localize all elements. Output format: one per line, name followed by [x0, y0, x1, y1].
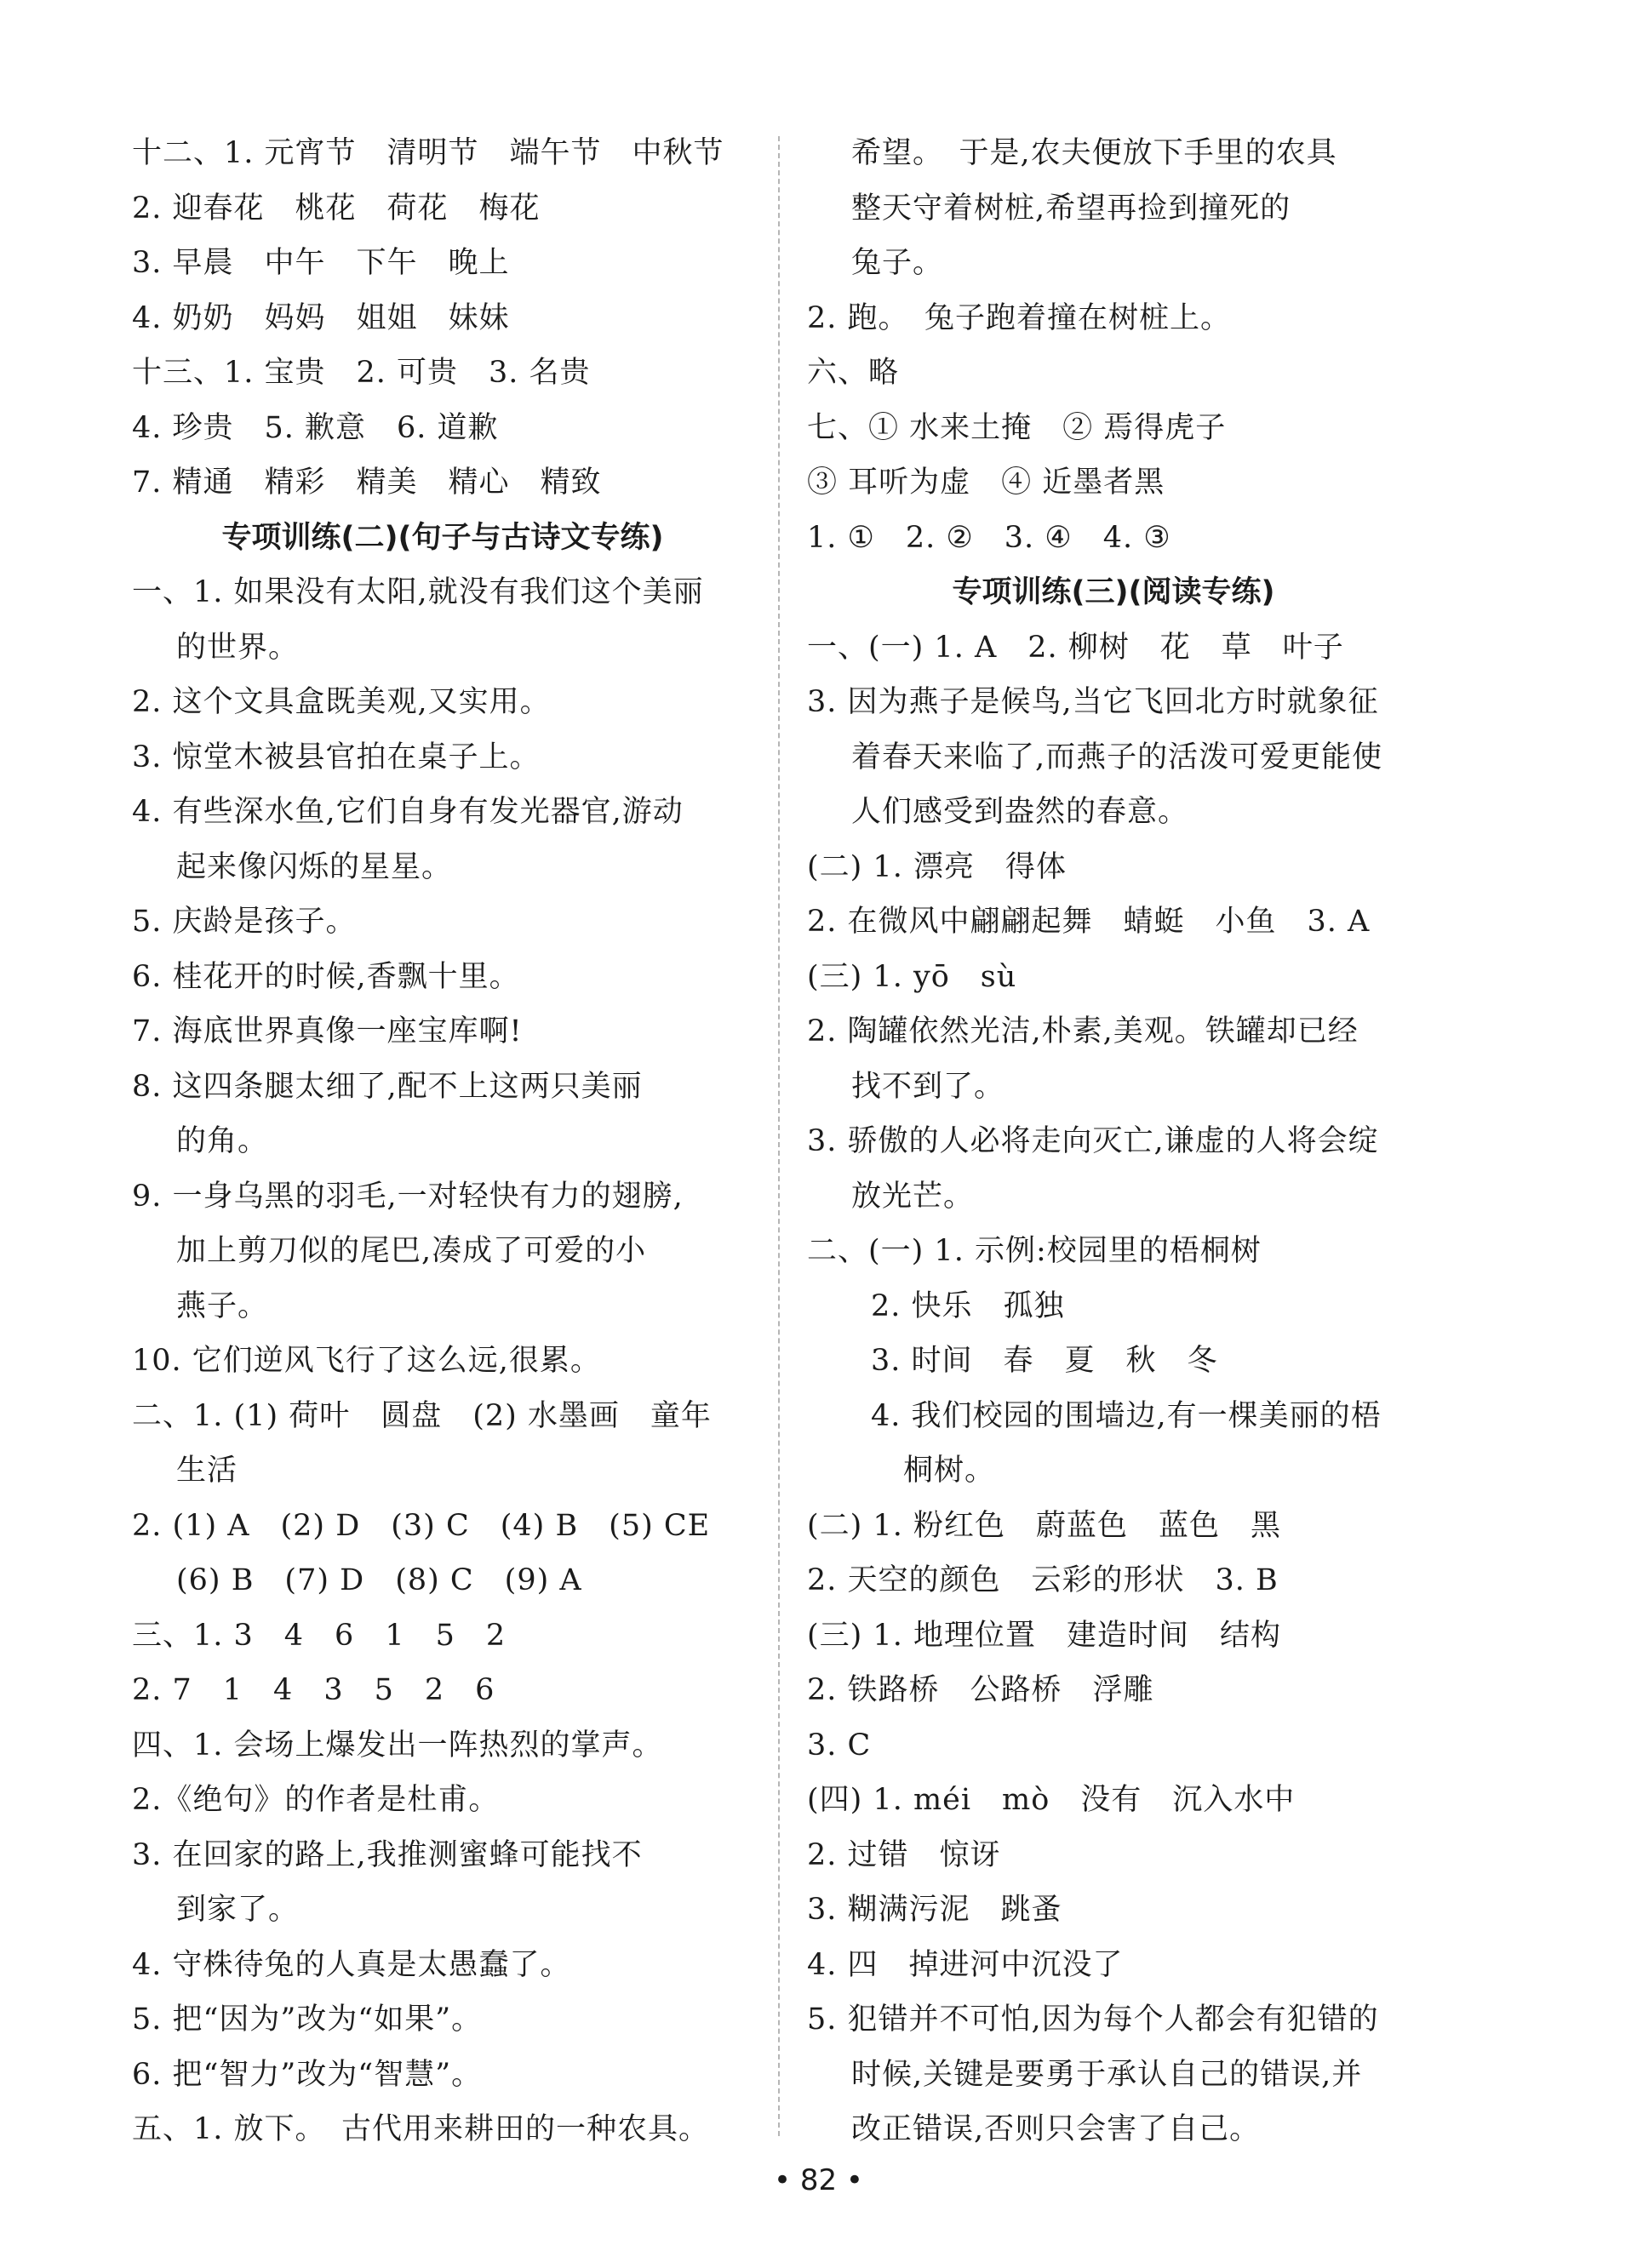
answer-line: 2. 7 1 4 3 5 2 6 [132, 1673, 495, 1707]
answer-line: 的世界。 [176, 630, 300, 665]
answer-line: 2. 过错 惊讶 [807, 1837, 1001, 1872]
answer-line: 5. 庆龄是孩子。 [132, 905, 357, 939]
answer-line: 三、1. 3 4 6 1 5 2 [132, 1618, 507, 1653]
answer-line: 2. 陶罐依然光洁,朴素,美观。铁罐却已经 [807, 1014, 1359, 1048]
answer-line: 五、1. 放下。 古代用来耕田的一种农具。 [132, 2112, 710, 2146]
answer-line: 改正错误,否则只会害了自己。 [851, 2112, 1261, 2146]
answer-line: 二、1. (1) 荷叶 圆盘 (2) 水墨画 童年 [132, 1398, 712, 1433]
column-divider [778, 136, 780, 2136]
answer-line: 二、(一) 1. 示例:校园里的梧桐树 [807, 1234, 1262, 1268]
answer-line: 9. 一身乌黑的羽毛,一对轻快有力的翅膀, [132, 1179, 684, 1214]
answer-line: 3. 因为燕子是候鸟,当它飞回北方时就象征 [807, 685, 1379, 719]
answer-line: 3. C [807, 1728, 872, 1762]
answer-line: 找不到了。 [851, 1069, 1005, 1104]
answer-line: 2. 在微风中翩翩起舞 蜻蜓 小鱼 3. A [807, 905, 1371, 939]
answer-line: 2. 天空的颜色 云彩的形状 3. B [807, 1563, 1279, 1597]
right-column [807, 126, 1420, 2157]
answer-line: 七、① 水来土掩 ② 焉得虎子 [807, 410, 1227, 445]
answer-line: 2.《绝句》的作者是杜甫。 [132, 1783, 500, 1817]
answer-line: 一、1. 如果没有太阳,就没有我们这个美丽 [132, 575, 704, 609]
answer-line: 7. 精通 精彩 精美 精心 精致 [132, 466, 602, 500]
answer-line: 3. 早晨 中午 下午 晚上 [132, 246, 510, 280]
answer-line: 4. 奶奶 妈妈 姐姐 妹妹 [132, 300, 510, 335]
answer-line: 着春天来临了,而燕子的活泼可爱更能使 [851, 740, 1383, 774]
answer-line: 4. 珍贵 5. 歉意 6. 道歉 [132, 410, 499, 445]
answer-line: 4. 守株待兔的人真是太愚蠢了。 [132, 1947, 571, 1982]
answer-line: 5. 犯错并不可怕,因为每个人都会有犯错的 [807, 2002, 1379, 2037]
answer-line: 3. 骄傲的人必将走向灭亡,谦虚的人将会绽 [807, 1124, 1379, 1158]
answer-line: 6. 把“智力”改为“智慧”。 [132, 2057, 483, 2092]
answer-line: (6) B (7) D (8) C (9) A [176, 1563, 582, 1597]
answer-line: (四) 1. méi mò 没有 沉入水中 [807, 1783, 1296, 1817]
answer-line: 10. 它们逆风飞行了这么远,很累。 [132, 1344, 601, 1378]
answer-line: (三) 1. 地理位置 建造时间 结构 [807, 1618, 1281, 1653]
answer-line: 时候,关键是要勇于承认自己的错误,并 [851, 2057, 1363, 2092]
answer-line: 3. 惊堂木被县官拍在桌子上。 [132, 740, 541, 774]
answer-line: 7. 海底世界真像一座宝库啊! [132, 1014, 523, 1048]
answer-line: 一、(一) 1. A 2. 柳树 花 草 叶子 [807, 630, 1344, 665]
answer-line: 2. 快乐 孤独 [871, 1288, 1065, 1323]
answer-line: 加上剪刀似的尾巴,凑成了可爱的小 [176, 1234, 647, 1268]
answer-line: 六、略 [807, 356, 900, 390]
answer-line: 十二、1. 元宵节 清明节 端午节 中秋节 [132, 136, 724, 170]
answer-line: 四、1. 会场上爆发出一阵热烈的掌声。 [132, 1728, 663, 1762]
answer-line: 桐树。 [903, 1454, 996, 1488]
answer-line: (三) 1. yō sù [807, 959, 1017, 994]
answer-line: 2. (1) A (2) D (3) C (4) B (5) CE [132, 1508, 711, 1543]
answer-line: 整天守着树桩,希望再捡到撞死的 [851, 191, 1291, 226]
answer-line: 4. 四 掉进河中沉没了 [807, 1947, 1124, 1982]
answer-line: (二) 1. 漂亮 得体 [807, 849, 1067, 884]
answer-line: 到家了。 [176, 1893, 300, 1927]
answer-line: 4. 我们校园的围墙边,有一棵美丽的梧 [871, 1398, 1382, 1433]
answer-line: 生活 [176, 1454, 238, 1488]
answer-line: 兔子。 [851, 246, 944, 280]
answer-line: (二) 1. 粉红色 蔚蓝色 蓝色 黑 [807, 1508, 1281, 1543]
section-heading: 专项训练(二)(句子与古诗文专练) [221, 520, 664, 555]
section-heading: 专项训练(三)(阅读专练) [952, 575, 1275, 609]
answer-line: 希望。 于是,农夫便放下手里的农具 [851, 136, 1337, 170]
answer-line: ③ 耳听为虚 ④ 近墨者黑 [807, 466, 1165, 500]
answer-line: 2. 铁路桥 公路桥 浮雕 [807, 1673, 1154, 1707]
left-column [132, 126, 753, 2157]
answer-line: 3. 糊满污泥 跳蚤 [807, 1893, 1062, 1927]
answer-line: 燕子。 [176, 1288, 269, 1323]
answer-line: 4. 有些深水鱼,它们自身有发光器官,游动 [132, 795, 684, 829]
answer-line: 8. 这四条腿太细了,配不上这两只美丽 [132, 1069, 643, 1104]
page-number: • 82 • [774, 2163, 863, 2197]
answer-line: 起来像闪烁的星星。 [176, 849, 453, 884]
answer-line: 人们感受到盎然的春意。 [851, 795, 1189, 829]
answer-line: 2. 跑。 兔子跑着撞在树桩上。 [807, 300, 1232, 335]
answer-line: 6. 桂花开的时候,香飘十里。 [132, 959, 520, 994]
answer-line: 2. 这个文具盒既美观,又实用。 [132, 685, 551, 719]
answer-line: 3. 时间 春 夏 秋 冬 [871, 1344, 1218, 1378]
answer-line: 十三、1. 宝贵 2. 可贵 3. 名贵 [132, 356, 591, 390]
answer-line: 放光芒。 [851, 1179, 975, 1214]
answer-line: 3. 在回家的路上,我推测蜜蜂可能找不 [132, 1837, 643, 1872]
answer-line: 的角。 [176, 1124, 269, 1158]
answer-line: 1. ① 2. ② 3. ④ 4. ③ [807, 520, 1171, 555]
answer-line: 5. 把“因为”改为“如果”。 [132, 2002, 483, 2037]
answer-line: 2. 迎春花 桃花 荷花 梅花 [132, 191, 541, 226]
